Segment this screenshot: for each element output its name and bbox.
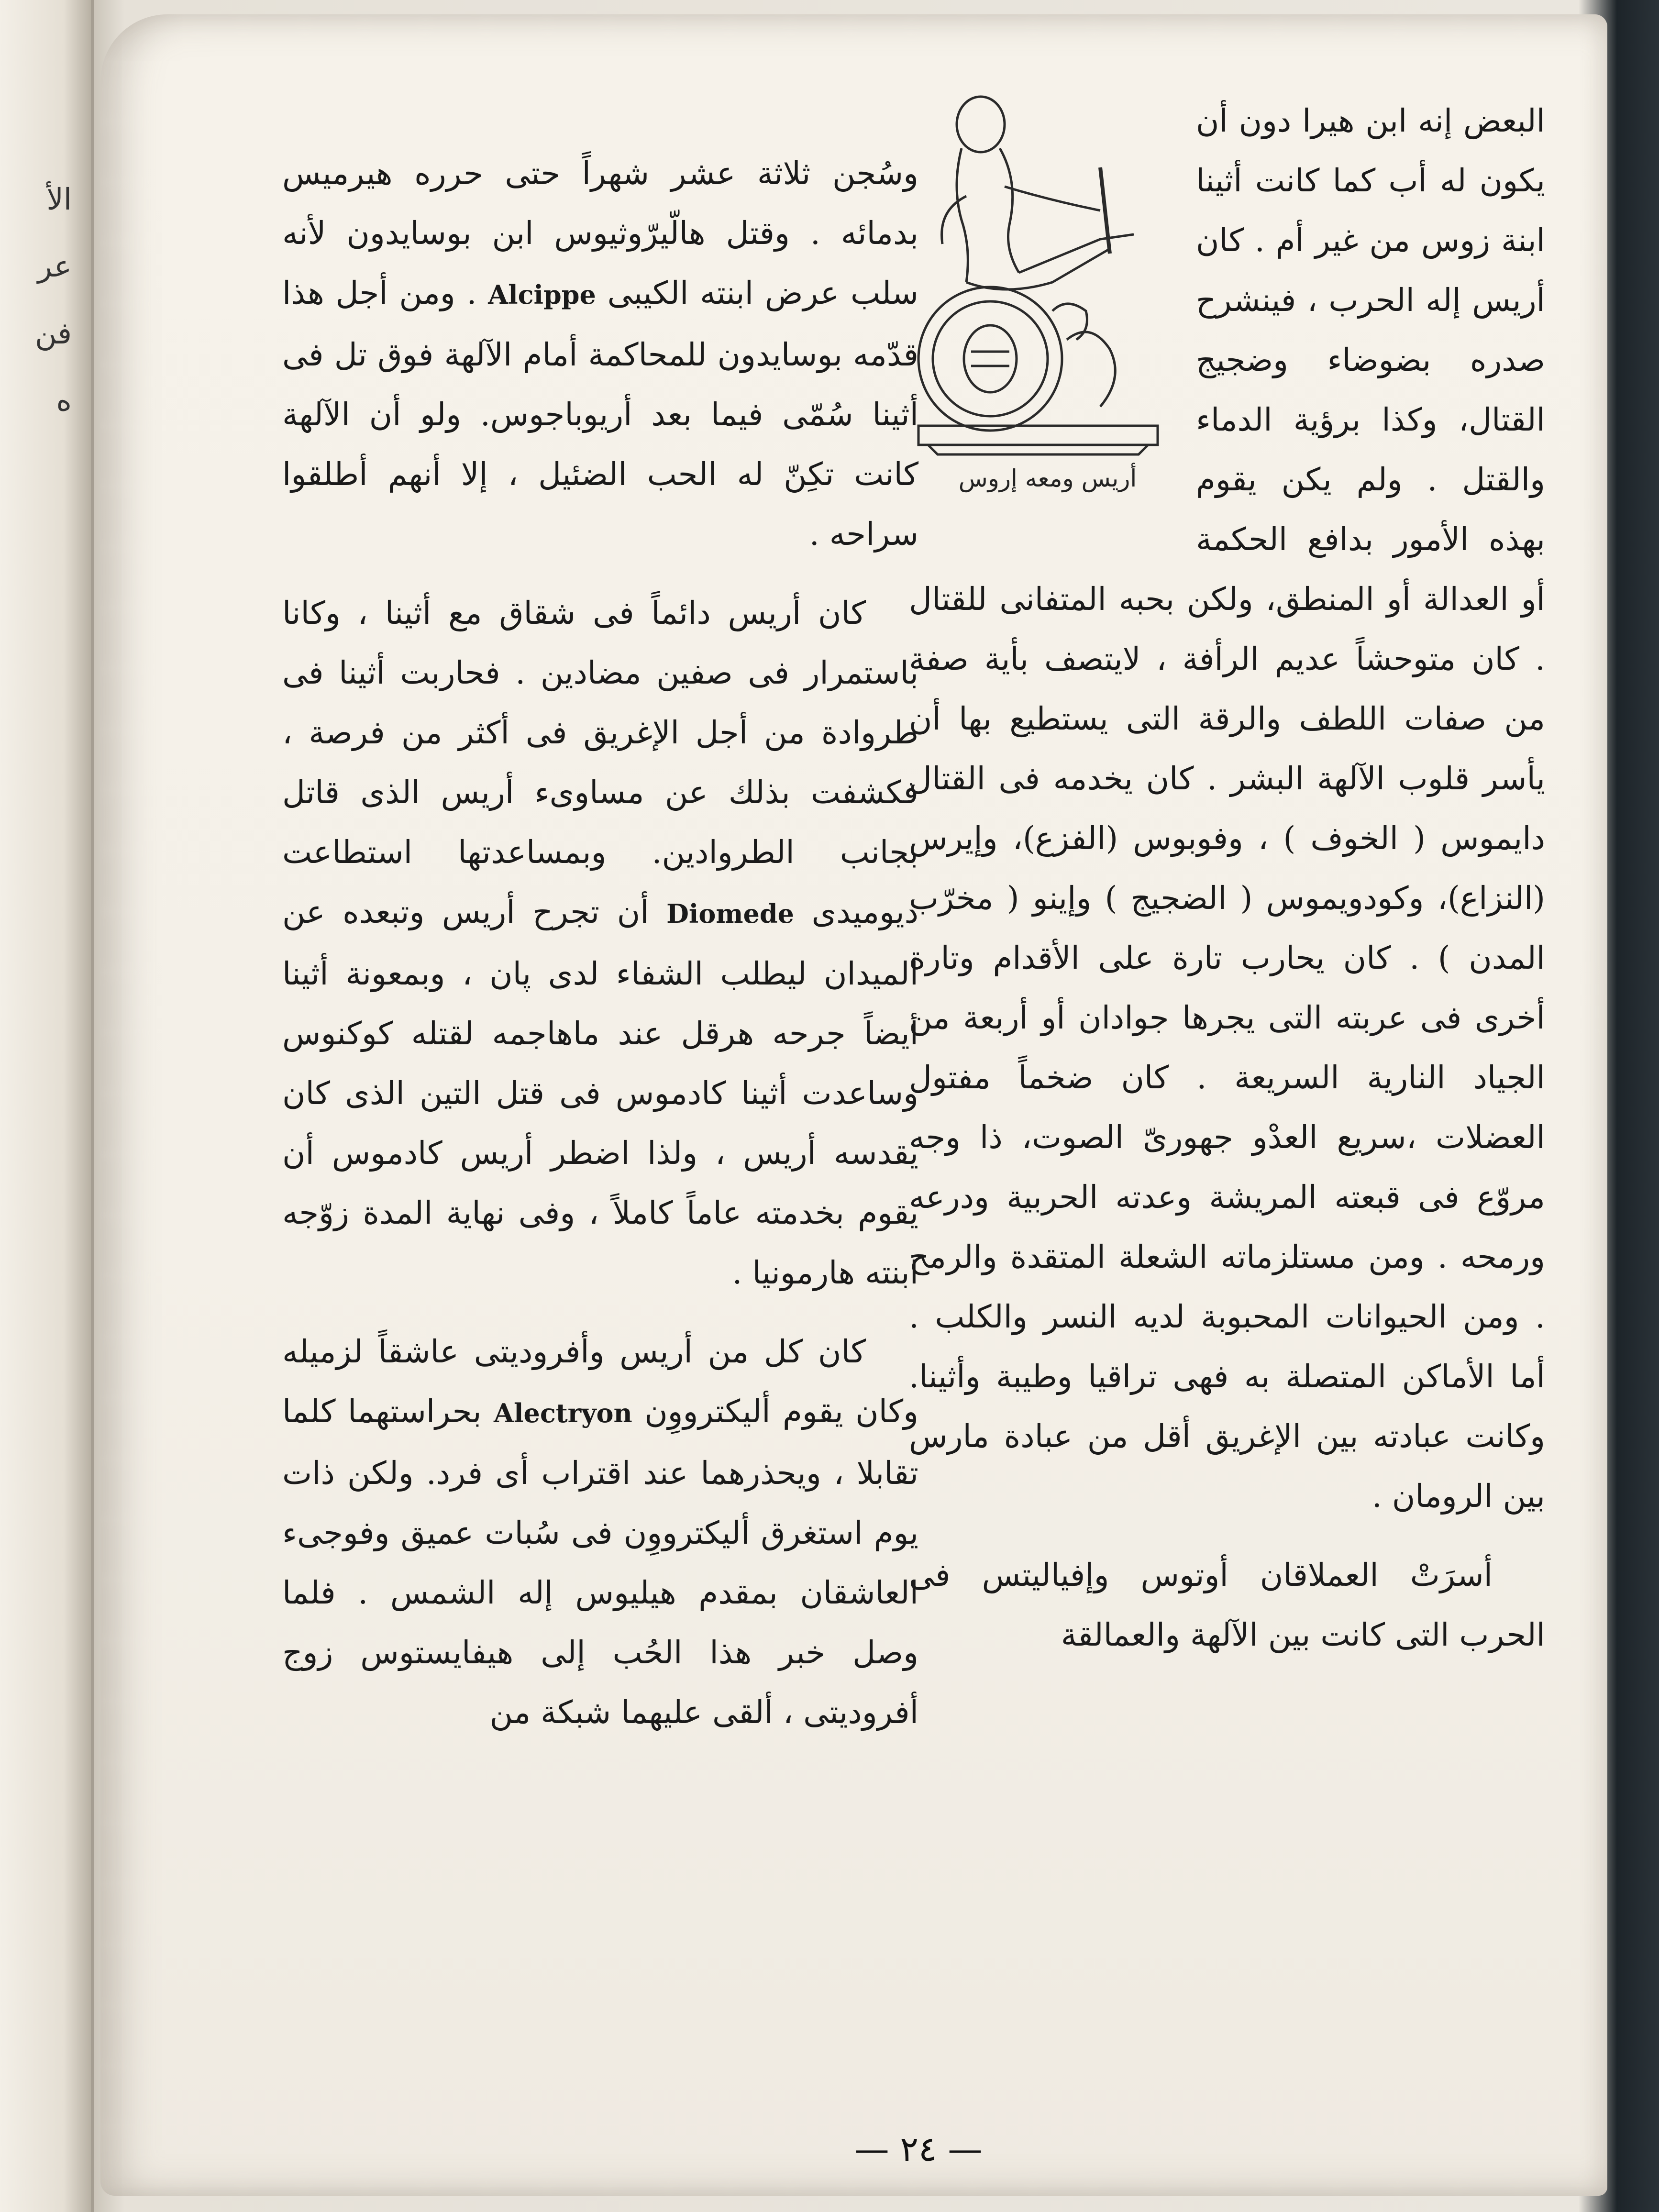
paragraph-text: . ومن أجل هذا قدّمه بوسايدون للمحاكمة أمام الآلهة فوق تل فى أثينا سُمّى فيما بعد أريوباجوس. ولو أن الآلهة كانت تكِنّ له الحب الضئيل ، إلا أنهم أطلقوا سراحه . bbox=[282, 275, 918, 553]
paragraph-text: كان كل من أريس وأفروديتى عاشقاً لزميله وكان يقوم أليكترووِن bbox=[282, 1333, 918, 1430]
previous-page-fragment: ه bbox=[56, 383, 72, 418]
paragraph-text: أن تجرح أريس وتبعده عن الميدان ليطلب الشفاء لدى پان ، وبمعونة أثينا أيضاً جرحه هرقل عند ماهاجمه لقتله كوكنوس وساعدت أثينا كادموس فى قتل التين الذى كان يقدسه أريس ، ولذا اضطر أريس كادموس أن يقوم بخدمته عاماً كاملاً ، وفى نهاية المدة زوّجه ابنته هارمونيا . bbox=[282, 894, 918, 1291]
paragraph: أسرَتْ العملاقان أوتوس وإفياليتس فى الحرب التى كانت بين الآلهة والعمالقة bbox=[909, 1557, 1545, 1653]
latin-name: Alectryon bbox=[494, 1398, 632, 1428]
figure-caption: أريس ومعه إروس bbox=[958, 465, 1137, 492]
right-text-column bbox=[909, 91, 1545, 1684]
latin-name: Diomede bbox=[666, 898, 795, 929]
previous-page-fragment: فن bbox=[35, 316, 72, 351]
paragraph-text: وسُجن ثلاثة عشر شهراً حتى حرره هيرميس بدمائه . وقتل هالّيرّوثيوس ابن بوسايدون لأنه سلب عرض ابنته الكيبى bbox=[282, 155, 918, 311]
paragraph bbox=[282, 144, 918, 564]
previous-page-fragment: الأ bbox=[46, 182, 72, 217]
previous-page-edge bbox=[0, 0, 94, 2212]
latin-name: Alcippe bbox=[488, 279, 596, 310]
statue-of-ares-icon bbox=[909, 91, 1177, 464]
left-text-column bbox=[282, 144, 918, 1761]
paragraph bbox=[282, 1322, 918, 1742]
book-page bbox=[100, 14, 1607, 2196]
previous-page-fragment: عر bbox=[37, 249, 72, 284]
paragraph-text: بحراستهما كلما تقابلا ، ويحذرهما عند اقتراب أى فرد. ولكن ذات يوم استغرق أليكترووِن فى سُبات عميق وفوجىء العاشقان بمقدم هيليوس إله الشمس . فلما وصل خبر هذا الحُب إلى هيفايستوس زوج أفروديتى ، ألقى عليهما شبكة من bbox=[282, 1393, 918, 1731]
page-number: — ٢٤ — bbox=[854, 2129, 983, 2169]
paragraph-text: كان أريس دائماً فى شقاق مع أثينا ، وكانا باستمرار فى صفين مضادين . فحاربت أثينا فى طروادة من أجل الإغريق فى أكثر من فرصة ، فكشفت بذلك عن مساوىء أريس الذى قاتل بجانب الطروادين. وبمساعدتها استطاعت ديوميدى bbox=[282, 595, 919, 930]
paragraph: البعض إنه ابن هيرا دون أن يكون له أب كما كانت أثينا ابنة زوس من غير أم . كان أريس إله الحرب ، فينشرح صدره بضوضاء وضجيج القتال، وكذا برؤية الدماء والقتل . ولم يكن يقوم بهذه الأمور بدافع الحكمة أو العدالة أو المنطق، ولكن بحبه المتفانى للقتال . كان متوحشاً عديم الرأفة ، لايتصف بأية صفة من صفات اللطف والرقة التى يستطيع بها أن يأسر قلوب الآلهة البشر . كان يخدمه فى القتال دايموس ( الخوف ) ، وفوبوس (الفزع)، وإيرس (النزاع)، وكودويموس ( الضجيج ) وإينو ( مخرّب المدن ) . كان يحارب تارة على الأقدام وتارة أخرى فى عربته التى يجرها جوادان أو أربعة من الجياد النارية السريعة . كان ضخماً مفتول العضلات ،سريع العدْو جهورىّ الصوت، ذا وجه مروّع فى قبعته المريشة وعدته الحربية ودرعه ورمحه . ومن مستلزماته الشعلة المتقدة والرمح . ومن الحيوانات المحبوبة لديه النسر والكلب . أما الأماكن المتصلة به فهى تراقيا وطيبة وأثينا. وكانت عبادته بين الإغريق أقل من عبادة مارس بين الرومان . bbox=[909, 102, 1545, 1515]
paragraph bbox=[282, 583, 918, 1303]
ares-figure bbox=[909, 91, 1177, 512]
